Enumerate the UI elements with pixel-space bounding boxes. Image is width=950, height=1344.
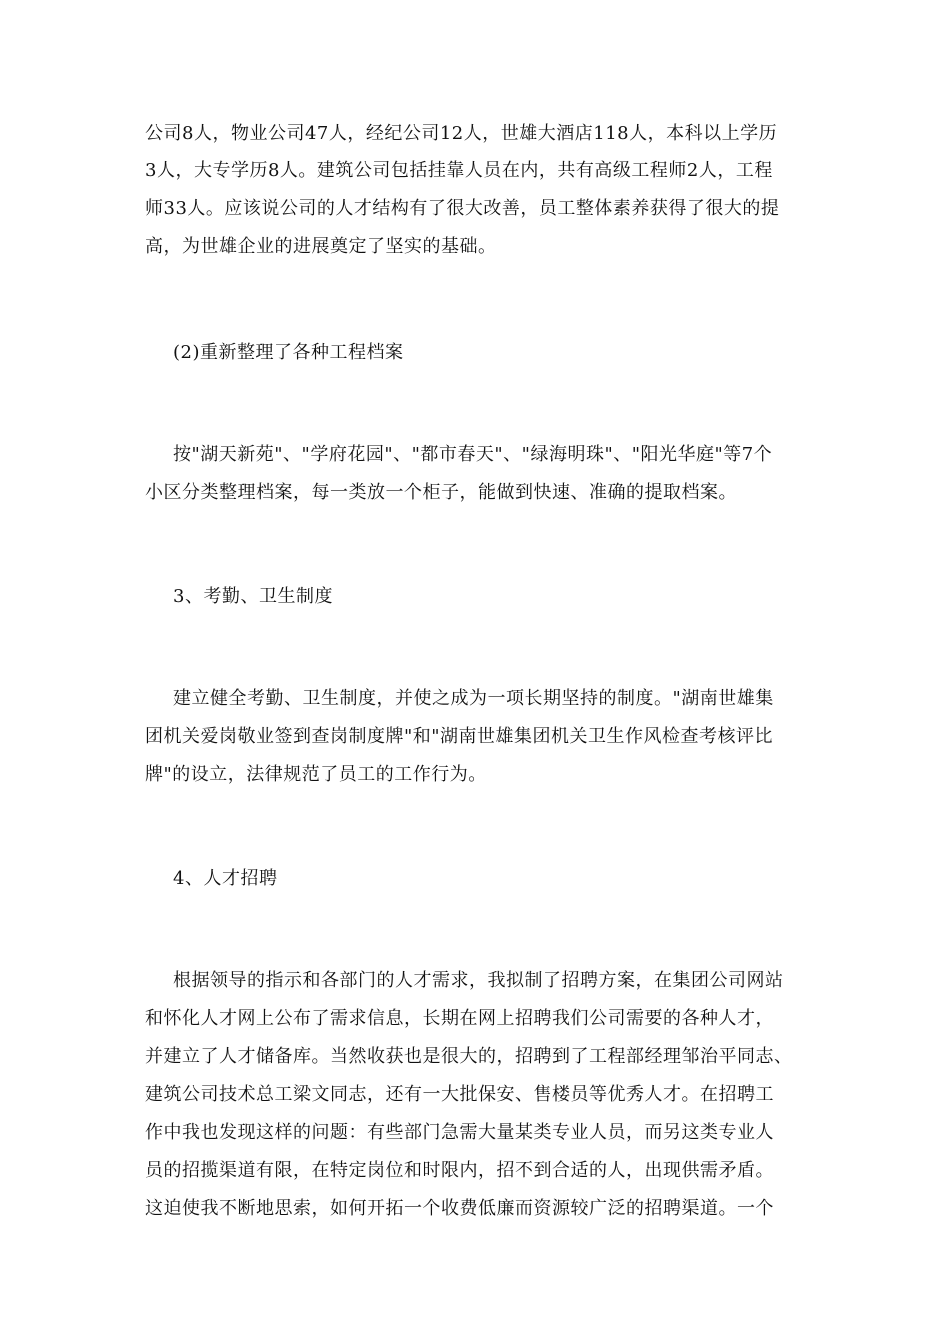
paragraph-line: 3人，大专学历8人。建筑公司包括挂靠人员在内，共有高级工程师2人，工程 [145,160,773,181]
paragraph-line: 师33人。应该说公司的人才结构有了很大改善，员工整体素养获得了很大的提 [145,198,780,219]
paragraph-line: 公司8人，物业公司47人，经纪公司12人，世雄大酒店118人，本科以上学历 [145,123,778,144]
paragraph-line: 牌"的设立，法律规范了员工的工作行为。 [145,764,487,785]
paragraph-line: 建立健全考勤、卫生制度，并使之成为一项长期坚持的制度。"湖南世雄集 [173,688,774,709]
paragraph-line: 团机关爱岗敬业签到查岗制度牌"和"湖南世雄集团机关卫生作风检查考核评比 [145,726,774,747]
paragraph-line: 按"湖天新苑"、"学府花园"、"都市春天"、"绿海明珠"、"阳光华庭"等7个 [173,444,773,465]
section-heading: 4、人才招聘 [173,868,278,889]
paragraph-line: 作中我也发现这样的问题：有些部门急需大量某类专业人员，而另这类专业人 [145,1122,774,1143]
paragraph-line: 并建立了人才储备库。当然收获也是很大的，招聘到了工程部经理邹治平同志、 [145,1046,793,1067]
section-heading: 3、考勤、卫生制度 [173,586,333,607]
paragraph-line: 和怀化人才网上公布了需求信息，长期在网上招聘我们公司需要的各种人才， [145,1008,774,1029]
paragraph-line: 建筑公司技术总工梁文同志，还有一大批保安、售楼员等优秀人才。在招聘工 [145,1084,774,1105]
paragraph-line: 小区分类整理档案，每一类放一个柜子，能做到快速、准确的提取档案。 [145,482,737,503]
section-heading: (2)重新整理了各种工程档案 [173,342,404,363]
paragraph-line: 员的招揽渠道有限，在特定岗位和时限内，招不到合适的人，出现供需矛盾。 [145,1160,774,1181]
paragraph-line: 根据领导的指示和各部门的人才需求，我拟制了招聘方案，在集团公司网站 [173,970,784,991]
paragraph-line: 这迫使我不断地思索，如何开拓一个收费低廉而资源较广泛的招聘渠道。一个 [145,1198,774,1219]
paragraph-line: 高，为世雄企业的进展奠定了坚实的基础。 [145,236,497,257]
